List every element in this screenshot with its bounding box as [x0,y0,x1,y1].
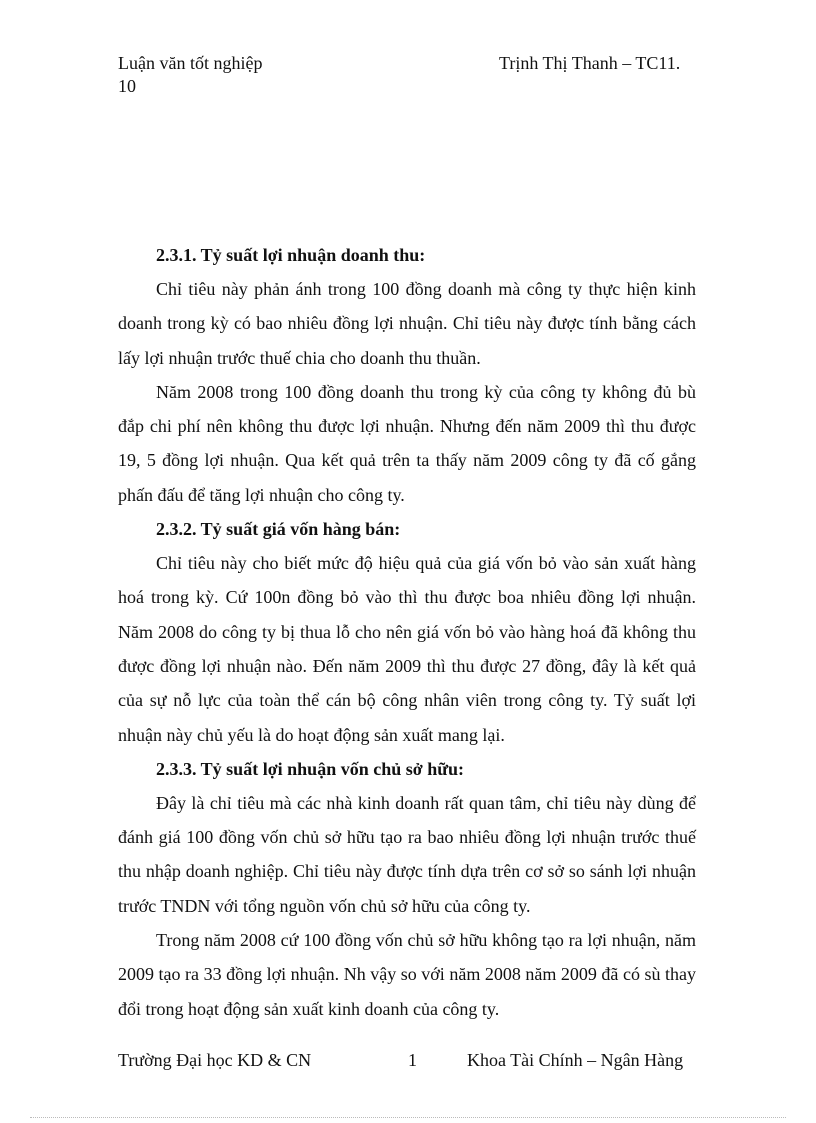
footer-page-number: 1 [408,1050,417,1070]
paragraph: Năm 2008 trong 100 đồng doanh thu trong kỳ của công ty không đủ bù đắp chi phí nên không thu được lợi nhuận. Nhưng đến năm 2009 thì thu được 19, 5 đồng lợi nhuận. Qua kết quả trên ta thấy năm 2009 công ty đã cố gắng phấn đấu để tăng lợi nhuận cho công ty. [118,381,696,505]
footer-department: Khoa Tài Chính – Ngân Hàng [467,1050,684,1070]
page-bottom-divider [30,1117,786,1118]
header-number: 10 [118,76,136,96]
header-author: Trịnh Thị Thanh – TC11. [499,53,681,73]
section-2-3-2 [118,512,696,752]
paragraph: Chỉ tiêu này cho biết mức độ hiệu quả của giá vốn bỏ vào sản xuất hàng hoá trong kỳ. Cứ 100n đồng bỏ vào thì thu được boa nhiêu đồng lợi nhuận. Năm 2008 do công ty bị thua lỗ cho nên giá vốn bỏ vào hàng hoá đã không thu được đồng lợi nhuận nào. Đến năm 2009 thì thu được 27 đồng, đây là kết quả của sự nỗ lực của toàn thể cán bộ công nhân viên trong công ty. Tỷ suất lợi nhuận này chủ yếu là do hoạt động sản xuất mang lại. [118,553,696,745]
document-body [118,238,696,1026]
section-2-3-3 [118,752,696,1026]
section-2-3-1 [118,238,696,512]
section-heading: 2.3.3. Tỷ suất lợi nhuận vốn chủ sở hữu: [156,758,465,779]
section-heading: 2.3.1. Tỷ suất lợi nhuận doanh thu: [156,245,426,265]
footer-school: Trường Đại học KD & CN [118,1050,312,1070]
section-heading: 2.3.2. Tỷ suất giá vốn hàng bán: [156,519,401,540]
paragraph: Trong năm 2008 cứ 100 đồng vốn chủ sở hữu không tạo ra lợi nhuận, năm 2009 tạo ra 33 đồng lợi nhuận. Nh vậy so với năm 2008 năm 2009 đã có sù thay đổi trong hoạt động sản xuất kinh doanh của công ty. [118,930,696,1019]
header-title: Luận văn tốt nghiệp [118,53,263,73]
paragraph: Chỉ tiêu này phản ánh trong 100 đồng doanh mà công ty thực hiện kinh doanh trong kỳ có bao nhiêu đồng lợi nhuận. Chỉ tiêu này được tính bằng cách lấy lợi nhuận trước thuế chia cho doanh thu thuần. [118,279,696,368]
paragraph: Đây là chỉ tiêu mà các nhà kinh doanh rất quan tâm, chỉ tiêu này dùng để đánh giá 100 đồng vốn chủ sở hữu tạo ra bao nhiêu đồng lợi nhuận trước thuế thu nhập doanh nghiệp. Chỉ tiêu này được tính dựa trên cơ sở so sánh lợi nhuận trước TNDN với tổng nguồn vốn chủ sở hữu của công ty. [118,792,696,916]
